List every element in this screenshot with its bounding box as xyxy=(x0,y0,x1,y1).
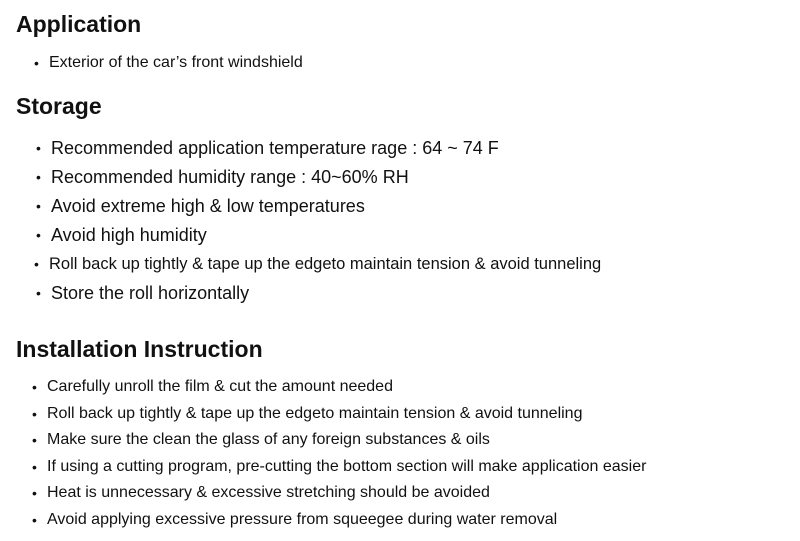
bullet-icon: • xyxy=(32,458,37,475)
application-heading: Application xyxy=(16,11,142,37)
bullet-icon: • xyxy=(32,379,37,395)
list-item: • Avoid applying excessive pressure from squeegee during water removal xyxy=(47,507,646,534)
bullet-icon: • xyxy=(34,55,39,71)
bullet-icon: • xyxy=(32,432,37,449)
list-item: • If using a cutting program, pre-cutting the bottom section will make application easier xyxy=(47,454,646,481)
list-item: • Heat is unnecessary & excessive stretching should be avoided xyxy=(47,480,646,507)
list-item: • Make sure the clean the glass of any foreign substances & oils xyxy=(47,427,646,454)
storage-list xyxy=(34,134,603,308)
bullet-icon: • xyxy=(36,169,41,185)
list-item: • Recommended application temperature rage : 64 ~ 74 F xyxy=(51,134,603,163)
bullet-icon: • xyxy=(36,198,41,214)
list-item: • Roll back up tightly & tape up the edgeto maintain tension & avoid tunneling xyxy=(49,250,601,279)
list-item: • Store the roll horizontally xyxy=(51,279,603,308)
list-item: • Roll back up tightly & tape up the edgeto maintain tension & avoid tunneling xyxy=(47,401,646,428)
bullet-icon: • xyxy=(32,405,37,422)
list-item: • Recommended humidity range : 40~60% RH xyxy=(51,163,603,192)
list-item: • Exterior of the car’s front windshield xyxy=(49,52,303,74)
installation-list xyxy=(32,374,647,534)
bullet-icon: • xyxy=(34,256,39,272)
bullet-icon: • xyxy=(32,485,37,502)
application-list xyxy=(34,52,303,74)
bullet-icon: • xyxy=(36,140,41,156)
list-item: • Carefully unroll the film & cut the amount needed xyxy=(47,374,646,401)
bullet-icon: • xyxy=(36,285,41,301)
bullet-icon: • xyxy=(32,511,37,528)
list-item: • Avoid high humidity xyxy=(51,221,603,250)
installation-heading: Installation Instruction xyxy=(16,336,263,362)
list-item: • Avoid extreme high & low temperatures xyxy=(51,192,603,221)
storage-heading: Storage xyxy=(16,93,102,119)
bullet-icon: • xyxy=(36,227,41,243)
